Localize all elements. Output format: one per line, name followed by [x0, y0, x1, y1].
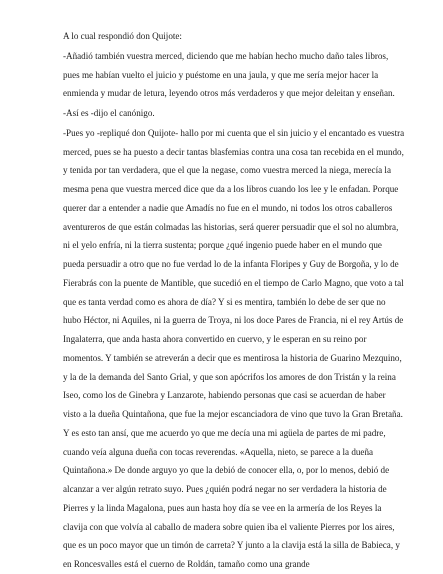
paragraph-quijote-argument: -Pues yo -repliqué don Quijote- hallo por mi cuenta que el sin juicio y el encantado es vuestra merced, pues se ha puesto a decir tantas blasfemias contra una cosa tan recebida en el mundo, y tenida por tan verdadera, que el que la negase, como vuestra merced la niega, merecía la mesma pena que vuestra merced dice que da a los libros cuando los lee y le enfadan. Porque querer dar a entender a nadie que Amadís no fue en el mundo, ni todos los otros caballeros aventureros de que están colmadas las historias, será querer persuadir que el sol no alumbra, ni el yelo enfría, ni la tierra sustenta; porque ¿qué ingenio puede haber en el mundo que pueda persuadir a otro que no fue verdad lo de la infanta Floripes y Guy de Borgoña, y lo de Fierabrás con la puente de Mantible, que sucedió en el tiempo de Carlo Magno, que voto a tal que es tanta verdad como es ahora de día? Y si es mentira, también lo debe de ser que no hubo Héctor, ni Aquiles, ni la guerra de Troya, ni los doce Pares de Francia, ni el rey Artús de Ingalaterra, que anda hasta ahora convertido en cuervo, y le esperan en su reino por momentos. Y también se atreverán a decir que es mentirosa la historia de Guarino Mezquino, y la de la demanda del Santo Grial, y que son apócrifos los amores de don Tristán y la reina Iseo, como los de Ginebra y Lanzarote, habiendo personas que casi se acuerdan de haber visto a la dueña Quintañona, que fue la mejor escanciadora de vino que tuvo la Gran Bretaña. Y es esto tan ansí, que me acuerdo yo que me decía una mi agüela de partes de mi padre, cuando veía alguna dueña con tocas reverendas. «Aquella, nieto, se parece a la dueña Quintañona.» De donde arguyo yo que la debió de conocer ella, o, por lo menos, debió de alcanzar a ver algún retrato suyo. Pues ¿quién podrá negar no ser verdadera la historia de Pierres y la linda Magalona, pues aun hasta hoy día se vee en la armería de los Reyes la clavija con que volvía al caballo de madera sobre quien iba el valiente Pierres por los aires, que es un poco mayor que un timón de carreta? Y junto a la clavija está la silla de Babieca, y en Roncesvalles está el cuerno de Roldán, tamaño como una grande — [63, 127, 405, 569]
paragraph-quijote-reply: -Añadió también vuestra merced, diciendo que me habían hecho mucho daño tales libros, pues me habían vuelto el juicio y puéstome en una jaula, y que me sería mejor hacer la enmienda y mudar de letura, leyendo otros más verdaderos y que mejor deleitan y enseñan. — [63, 50, 395, 99]
paragraph-canonigo: -Así es -dijo el canónigo. — [63, 108, 155, 118]
paragraph-intro: A lo cual respondió don Quijote: — [63, 31, 182, 41]
